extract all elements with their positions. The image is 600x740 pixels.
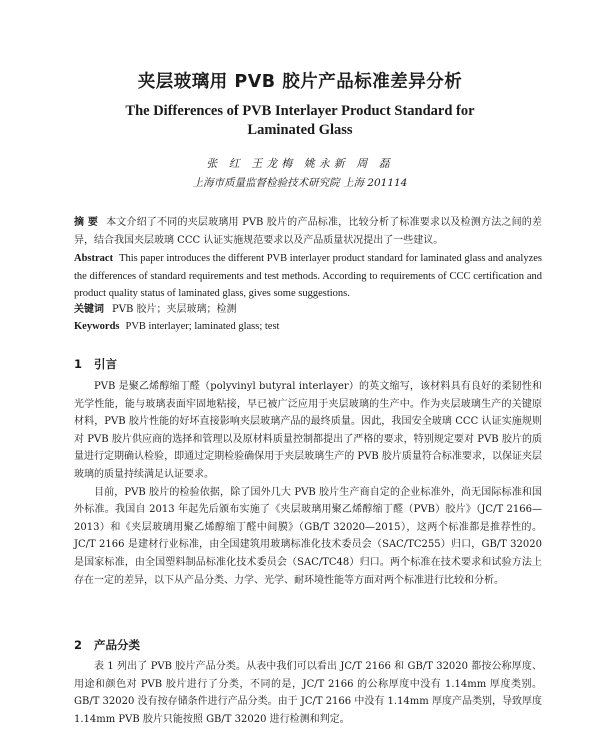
section-2-title: 产品分类 — [94, 638, 141, 652]
title-english — [0, 102, 600, 140]
abstract-english — [74, 250, 542, 303]
abstract-cn-label: 摘 要 — [74, 217, 99, 228]
section-1-heading — [74, 356, 117, 372]
section-2-paragraph-1: 表 1 列出了 PVB 胶片产品分类。从表中我们可以看出 JC/T 2166 和 GB/T 32020 都按公称厚度、用途和颜色对 PVB 胶片进行了分类，不同的是，JC/T 2166 的公称厚度中没有 1.14mm 厚度类别。GB/T 32020 没有按存储条件进行产品分类。由于 JC/T 2166 中没有 1.14mm 厚度产品类别，导致厚度 1.14mm PVB 胶片只能按照 GB/T 32020 进行检测和判定。 — [74, 661, 542, 725]
title-chinese: 夹层玻璃用 PVB 胶片产品标准差异分析 — [137, 72, 463, 92]
abstract-en-text: This paper introduces the different PVB interlayer product standard for laminated glass and analyzes the differences of standard requirements and test methods. According to requirements of CCC certification and product quality status of laminated glass, gives some suggestions. — [74, 253, 542, 300]
keywords-en-label: Keywords — [74, 321, 120, 332]
section-1-title: 引言 — [94, 357, 118, 371]
title-english-text: The Differences of PVB Interlayer Product Standard for Laminated Glass — [125, 103, 475, 138]
section-2-heading — [74, 637, 140, 653]
affiliation: 上海市质量监督检验技术研究院 上海 201114 — [192, 177, 408, 189]
section-1-number: 1 — [74, 357, 83, 371]
keywords-en-text: PVB interlayer; laminated glass; test — [125, 321, 280, 332]
section-2-body — [74, 658, 542, 728]
section-1-paragraph-2: 目前，PVB 胶片的检验依据，除了国外几大 PVB 胶片生产商自定的企业标准外，尚无国际标准和国外标准。我国自 2013 年起先后颁布实施了《夹层玻璃用聚乙烯醇缩丁醛（PVB）胶片》（JC/T 2166—2013）和《夹层玻璃用聚乙烯醇缩丁醛中间膜》（GB/T 32020—2015），这两个标准都是推荐性的。JC/T 2166 是建材行业标准，由全国建筑用玻璃标准化技术委员会（SAC/TC255）归口，GB/T 32020 是国家标准，由全国塑料制品标准化技术委员会（SAC/TC48）归口。两个标准在技术要求和试验方法上存在一定的差异，以下从产品分类、力学、光学、耐环境性能等方面对两个标准进行比较和分析。 — [74, 486, 542, 586]
keywords-cn-label: 关键词 — [74, 304, 104, 315]
authors: 张 红 王龙梅 姚永新 周 磊 — [206, 157, 394, 170]
section-1-body — [74, 378, 542, 589]
keywords-english — [74, 318, 542, 336]
abstract-en-label: Abstract — [74, 253, 114, 264]
section-2-number: 2 — [74, 638, 83, 652]
keywords-cn-text: PVB 胶片；夹层玻璃；检测 — [112, 304, 237, 315]
abstract-cn-text: 本文介绍了不同的夹层玻璃用 PVB 胶片的产品标准，比较分析了标准要求以及检测方法之间的差异，结合我国夹层玻璃 CCC 认证实施规范要求以及产品质量状况提出了一些建议。 — [74, 217, 543, 246]
keywords-chinese — [74, 301, 542, 319]
abstract-chinese — [74, 214, 542, 249]
section-1-paragraph-1: PVB 是聚乙烯醇缩丁醛（polyvinyl butyral interlayer）的英文缩写，该材料具有良好的柔韧性和光学性能，能与玻璃表面牢固地粘接，早已被广泛应用于夹层玻璃的生产中。作为夹层玻璃生产的关键原材料，PVB 胶片性能的好坏直接影响夹层玻璃产品的最终质量。因此，我国安全玻璃 CCC 认证实施规则对 PVB 胶片供应商的选择和管理以及原材料质量控制都提出了严格的要求，特别规定要对 PVB 胶片的质量进行定期确认检验，即通过定期检验确保用于夹层玻璃生产的 PVB 胶片质量符合标准要求，以保证夹层玻璃的质量持续满足认证要求。 — [74, 381, 542, 480]
